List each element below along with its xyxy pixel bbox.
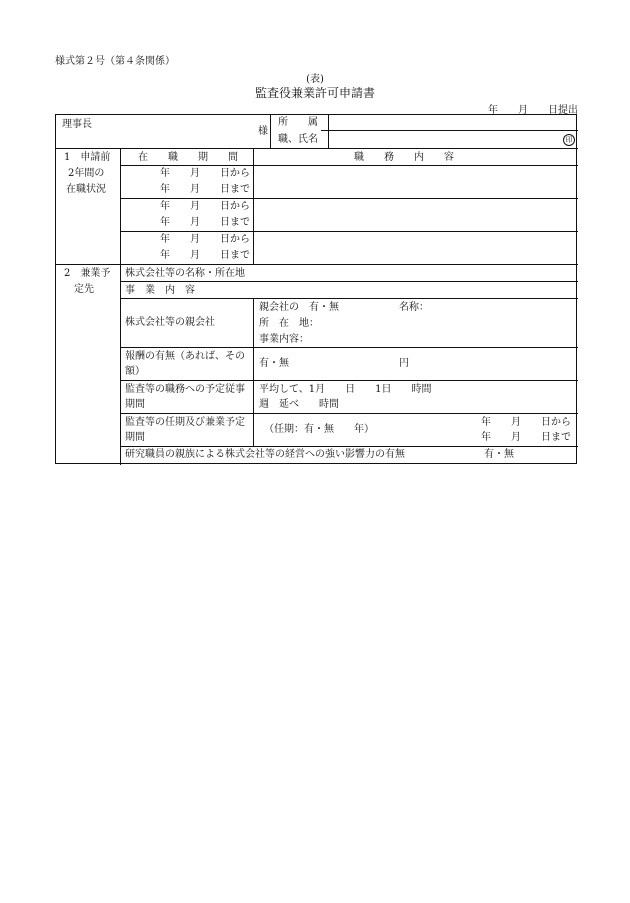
term-label-line1: 監査等の任期及び兼業予定 xyxy=(125,417,245,428)
term-to: 年 月 日まで xyxy=(481,432,571,443)
grid-line xyxy=(120,413,578,414)
family-influence-value: 有・無 xyxy=(484,449,514,460)
position-name-label: 職、氏名 xyxy=(278,134,318,145)
period-1-to: 年 月 日まで xyxy=(160,184,250,195)
grid-line xyxy=(120,165,578,166)
remuneration-label-line1: 報酬の有無（あれば、その xyxy=(125,351,245,362)
term-from: 年 月 日から xyxy=(481,417,571,428)
term-label-line2: 期間 xyxy=(125,432,145,443)
parent-company-presence: 親会社の 有・無 xyxy=(259,302,339,313)
period-3-to: 年 月 日まで xyxy=(160,250,250,261)
period-3-from: 年 月 日から xyxy=(160,234,250,245)
parent-company-business-label: 事業内容： xyxy=(259,334,309,345)
business-content-label: 事 業 内 容 xyxy=(125,285,195,296)
term-value: （任期：有・無 年） xyxy=(264,424,374,435)
grid-line xyxy=(56,264,578,265)
addressee-name: 理事長 xyxy=(62,119,92,130)
grid-line xyxy=(120,347,578,348)
duty-hours-label-line2: 期間 xyxy=(125,399,145,410)
grid-line xyxy=(120,198,578,199)
parent-company-label: 株式会社等の親会社 xyxy=(125,317,215,328)
honorific: 様 xyxy=(258,126,268,137)
company-name-location-label: 株式会社等の名称・所在地 xyxy=(125,268,245,279)
grid-line xyxy=(120,298,578,299)
parent-company-location-label: 所 在 地： xyxy=(259,318,319,329)
grid-line xyxy=(120,231,578,232)
grid-line xyxy=(253,298,254,446)
affiliation-label: 所 属 xyxy=(278,117,318,128)
grid-line xyxy=(120,281,578,282)
document-title: 監査役兼業許可申請書 xyxy=(254,86,375,100)
remuneration-presence: 有・無 xyxy=(259,358,289,369)
grid-line xyxy=(328,115,329,148)
form-number: 様式第２号（第４条関係） xyxy=(55,56,175,67)
grid-line xyxy=(270,115,271,148)
grid-line xyxy=(120,446,578,447)
seal-mark: 印 xyxy=(563,134,575,146)
grid-line xyxy=(253,148,254,264)
section2-label-line2: 定先 xyxy=(74,284,94,295)
period-header: 在 職 期 間 xyxy=(138,152,238,163)
duty-hours-label-line1: 監査等の職務への予定従事 xyxy=(125,384,245,395)
duty-hours-weekly: 週 延べ 時間 xyxy=(259,399,339,410)
submission-date: 年 月 日提出 xyxy=(488,105,578,116)
grid-line xyxy=(120,380,578,381)
period-2-to: 年 月 日まで xyxy=(160,217,250,228)
remuneration-yen: 円 xyxy=(399,358,409,369)
section1-label-line1: 1 申請前 xyxy=(64,152,111,163)
grid-line xyxy=(321,130,578,131)
grid-line xyxy=(56,148,578,149)
section1-label-line2: 2年間の xyxy=(68,168,105,179)
section1-label-line3: 在職状況 xyxy=(66,184,106,195)
section2-label-line1: 2 兼業予 xyxy=(64,268,111,279)
application-form-table xyxy=(55,114,577,464)
remuneration-label-line2: 額） xyxy=(125,366,145,377)
period-2-from: 年 月 日から xyxy=(160,201,250,212)
side-label: (表) xyxy=(306,74,324,85)
parent-company-name-label: 名称： xyxy=(399,302,429,313)
duty-hours-monthly: 平均して、1月 日 1日 時間 xyxy=(259,384,432,395)
period-1-from: 年 月 日から xyxy=(160,168,250,179)
grid-line xyxy=(120,148,121,465)
family-influence-label: 研究職員の親族による株式会社等の経営への強い影響力の有無 xyxy=(125,449,405,460)
duties-header: 職 務 内 容 xyxy=(354,152,454,163)
